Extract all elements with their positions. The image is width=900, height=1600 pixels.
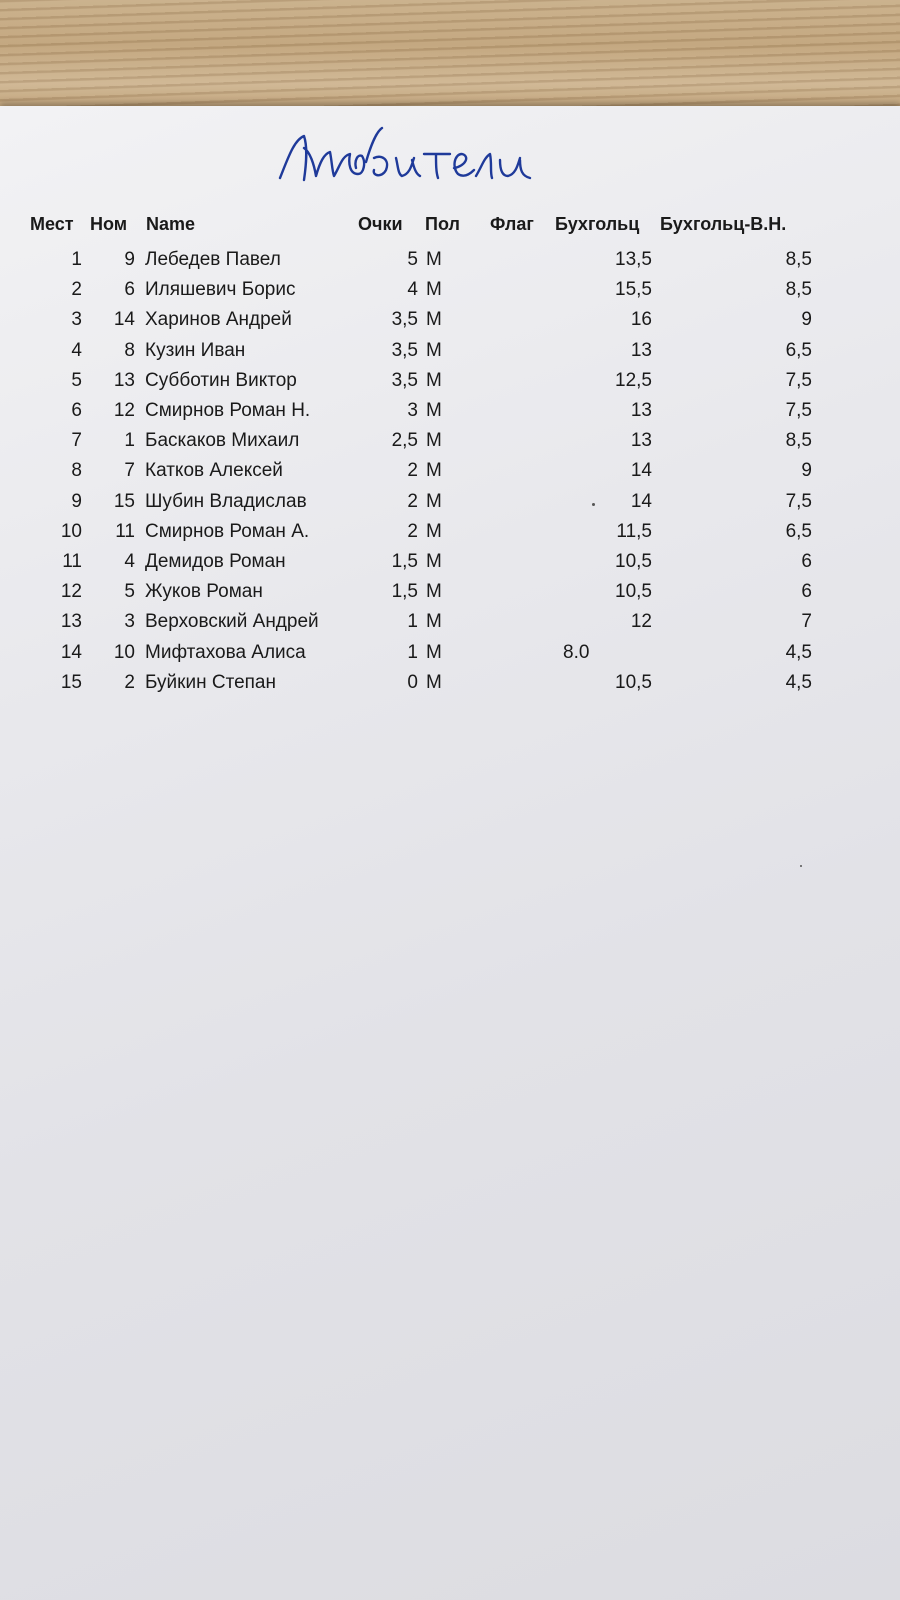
cell-sex: M xyxy=(426,611,442,632)
cell-number: 8 xyxy=(124,340,135,361)
cell-number: 9 xyxy=(124,249,135,270)
cell-sex: M xyxy=(426,521,442,542)
cell-name: Верховский Андрей xyxy=(145,611,319,632)
cell-name: Демидов Роман xyxy=(145,551,286,572)
cell-place: 12 xyxy=(60,581,82,602)
cell-place: 7 xyxy=(71,430,82,451)
paper-speck xyxy=(592,503,595,506)
cell-number: 3 xyxy=(124,611,135,632)
cell-buchholz-cut: 7,5 xyxy=(785,400,812,421)
cell-points: 1 xyxy=(407,642,418,663)
cell-place: 10 xyxy=(60,521,82,542)
header-name: Name xyxy=(146,214,196,234)
cell-place: 3 xyxy=(71,309,82,330)
cell-buchholz-cut: 4,5 xyxy=(785,672,812,693)
cell-sex: M xyxy=(426,551,442,572)
header-points: Очки xyxy=(358,214,403,234)
cell-buchholz-cut: 9 xyxy=(801,460,812,481)
cell-place: 1 xyxy=(71,249,82,270)
cell-buchholz-cut: 4,5 xyxy=(785,642,812,663)
cell-name: Жуков Роман xyxy=(145,581,263,602)
cell-name: Харинов Андрей xyxy=(145,309,292,330)
cell-sex: M xyxy=(426,370,442,391)
cell-sex: M xyxy=(426,340,442,361)
header-number: Ном xyxy=(90,214,128,234)
cell-buchholz-cut: 8,5 xyxy=(785,430,812,451)
cell-number: 15 xyxy=(113,491,135,512)
cell-points: 0 xyxy=(407,672,418,693)
cell-number: 11 xyxy=(115,521,135,542)
cell-points: 1,5 xyxy=(391,581,418,602)
cell-place: 4 xyxy=(71,340,82,361)
cell-name: Субботин Виктор xyxy=(145,370,297,391)
cell-buchholz: 14 xyxy=(630,491,652,512)
cell-sex: M xyxy=(426,581,442,602)
cell-sex: M xyxy=(426,642,442,663)
cell-buchholz-cut: 8,5 xyxy=(785,249,812,270)
cell-sex: M xyxy=(426,249,442,270)
cell-number: 1 xyxy=(124,430,135,451)
cell-number: 6 xyxy=(124,279,135,300)
cell-sex: M xyxy=(426,672,442,693)
cell-buchholz-cut: 6 xyxy=(801,551,812,572)
header-buchholz: Бухгольц xyxy=(555,214,640,234)
cell-name: Лебедев Павел xyxy=(145,249,281,270)
cell-number: 2 xyxy=(124,672,135,693)
cell-name: Шубин Владислав xyxy=(145,491,307,512)
cell-sex: M xyxy=(426,279,442,300)
cell-name: Катков Алексей xyxy=(145,460,283,481)
cell-buchholz-cut: 9 xyxy=(801,309,812,330)
cell-points: 2 xyxy=(407,460,418,481)
cell-buchholz: 13 xyxy=(630,400,652,421)
cell-points: 1 xyxy=(407,611,418,632)
cell-name: Смирнов Роман Н. xyxy=(145,400,311,421)
paper-speck xyxy=(800,865,802,867)
cell-place: 2 xyxy=(71,279,82,300)
cell-place: 13 xyxy=(60,611,82,632)
cell-points: 4 xyxy=(407,279,418,300)
cell-place: 5 xyxy=(71,370,82,391)
cell-number: 10 xyxy=(113,642,135,663)
cell-sex: M xyxy=(426,400,442,421)
cell-buchholz-cut: 7,5 xyxy=(785,491,812,512)
cell-buchholz: 12 xyxy=(630,611,652,632)
cell-sex: M xyxy=(426,309,442,330)
cell-points: 2 xyxy=(407,491,418,512)
cell-points: 2,5 xyxy=(391,430,418,451)
cell-number: 14 xyxy=(113,309,135,330)
cell-name: Буйкин Степан xyxy=(145,672,276,693)
cell-buchholz: 13 xyxy=(630,430,652,451)
cell-buchholz-cut: 6,5 xyxy=(785,521,812,542)
header-buchholz-cut: Бухгольц-В.Н. xyxy=(660,214,787,234)
cell-points: 2 xyxy=(407,521,418,542)
cell-place: 11 xyxy=(62,551,82,572)
cell-buchholz: 15,5 xyxy=(615,279,652,300)
cell-number: 12 xyxy=(113,400,135,421)
cell-buchholz: 11,5 xyxy=(616,521,652,542)
cell-points: 3,5 xyxy=(391,340,418,361)
cell-name: Кузин Иван xyxy=(145,340,246,361)
cell-buchholz: 10,5 xyxy=(615,581,652,602)
header-sex: Пол xyxy=(425,214,460,234)
cell-name: Иляшевич Борис xyxy=(145,279,296,300)
header-flag: Флаг xyxy=(490,214,534,234)
cell-buchholz: 10,5 xyxy=(615,672,652,693)
cell-flag: 8.0 xyxy=(563,642,590,663)
cell-number: 5 xyxy=(124,581,135,602)
cell-buchholz-cut: 6 xyxy=(801,581,812,602)
header-place: Мест xyxy=(30,214,74,234)
cell-buchholz: 13,5 xyxy=(615,249,652,270)
cell-points: 1,5 xyxy=(391,551,418,572)
cell-name: Баскаков Михаил xyxy=(145,430,300,451)
cell-name: Смирнов Роман А. xyxy=(145,521,310,542)
cell-points: 3,5 xyxy=(391,370,418,391)
cell-place: 9 xyxy=(71,491,82,512)
standings-table xyxy=(0,0,900,700)
cell-place: 6 xyxy=(71,400,82,421)
cell-place: 15 xyxy=(60,672,82,693)
cell-buchholz-cut: 8,5 xyxy=(785,279,812,300)
cell-buchholz: 13 xyxy=(630,340,652,361)
cell-sex: M xyxy=(426,430,442,451)
cell-buchholz: 14 xyxy=(630,460,652,481)
cell-points: 3 xyxy=(407,400,418,421)
cell-points: 3,5 xyxy=(391,309,418,330)
cell-buchholz: 12,5 xyxy=(615,370,652,391)
cell-buchholz-cut: 6,5 xyxy=(785,340,812,361)
cell-number: 4 xyxy=(124,551,135,572)
cell-sex: M xyxy=(426,460,442,481)
cell-points: 5 xyxy=(407,249,418,270)
cell-buchholz: 10,5 xyxy=(615,551,652,572)
cell-name: Мифтахова Алиса xyxy=(145,642,306,663)
cell-place: 8 xyxy=(71,460,82,481)
cell-number: 7 xyxy=(124,460,135,481)
cell-sex: M xyxy=(426,491,442,512)
cell-place: 14 xyxy=(60,642,82,663)
cell-buchholz: 16 xyxy=(630,309,652,330)
cell-buchholz-cut: 7 xyxy=(801,611,812,632)
cell-buchholz-cut: 7,5 xyxy=(785,370,812,391)
cell-number: 13 xyxy=(113,370,135,391)
